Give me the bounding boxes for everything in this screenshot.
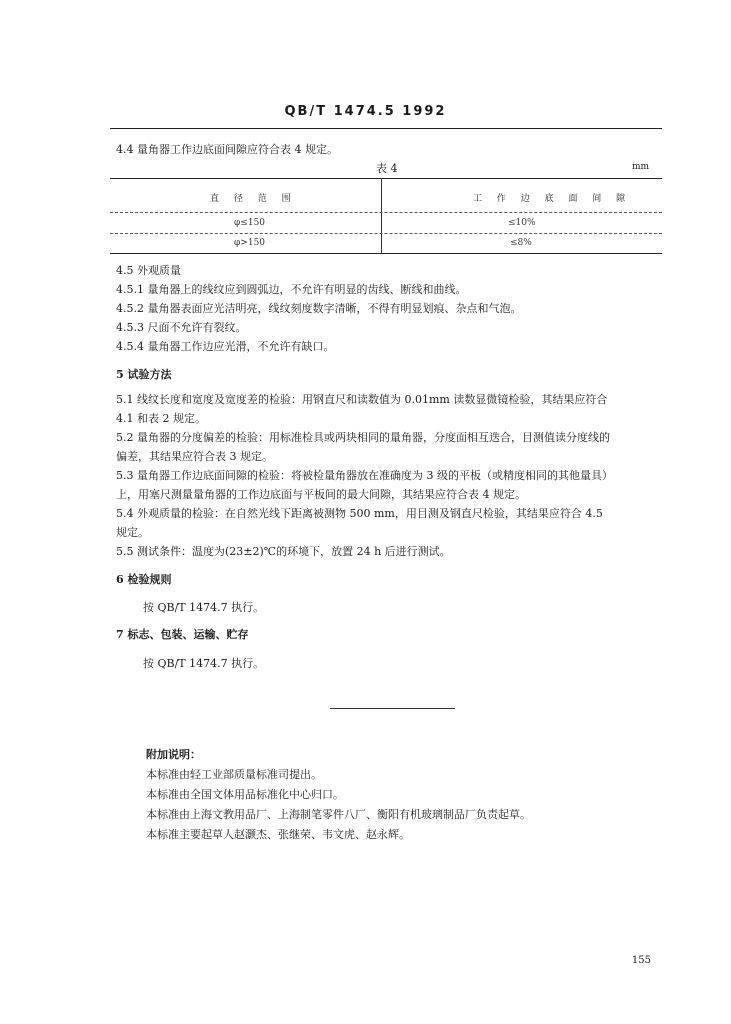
clause-4-5-4: 4.5.4 量角器工作边应光滑，不允许有缺口。: [116, 340, 335, 353]
notes-title: 附加说明：: [146, 748, 201, 761]
clause-5-4: 5.4 外观质量的检验：在自然光线下距离被测物 500 mm，用目测及钢直尺检验，其结果应符合 4.5: [116, 507, 603, 520]
clause-5-4-cont: 规定。: [116, 526, 149, 539]
table-unit: mm: [632, 162, 650, 172]
table-header-gap: 工 作 边 底 面 间 隙: [473, 194, 632, 204]
table-header-diameter: 直 径 范 围: [210, 194, 297, 204]
table-cell-diameter-2: φ>150: [234, 238, 266, 248]
table-caption: 表 4: [376, 162, 398, 175]
clause-5-2: 5.2 量角器的分度偏差的检验：用标准检具或两块相同的量角器，分度面相互迭合，目测值读分度线的: [116, 431, 610, 444]
clause-5-3-cont: 上，用塞尺测量量角器的工作边底面与平板间的最大间隙，其结果应符合表 4 规定。: [116, 488, 526, 501]
clause-4-5: 4.5 外观质量: [116, 264, 181, 277]
end-of-standard-line: [330, 708, 455, 709]
clause-4-4: 4.4 量角器工作边底面间隙应符合表 4 规定。: [116, 143, 338, 156]
table-cell-diameter-1: φ≤150: [234, 218, 266, 228]
clause-4-5-2: 4.5.2 量角器表面应光洁明亮，线纹刻度数字清晰，不得有明显划痕、杂点和气泡。: [116, 302, 522, 315]
clause-4-5-3: 4.5.3 尺面不允许有裂纹。: [116, 321, 247, 334]
header-rule: [110, 128, 662, 129]
document-header-id: QB/T 1474.5 1992: [284, 104, 447, 119]
clause-5-1-cont: 4.1 和表 2 规定。: [116, 412, 206, 425]
section-7-text: 按 QB/T 1474.7 执行。: [143, 657, 265, 670]
section-7-heading: 7 标志、包装、运输、贮存: [116, 628, 249, 641]
table-header-rule: [110, 212, 662, 213]
table-4: [110, 178, 662, 254]
section-6-text: 按 QB/T 1474.7 执行。: [143, 601, 265, 614]
clause-5-2-cont: 偏差，其结果应符合表 3 规定。: [116, 450, 273, 463]
table-cell-gap-2: ≤8%: [510, 238, 532, 248]
section-5-heading: 5 试验方法: [116, 368, 172, 381]
notes-line-2: 本标准由全国文体用品标准化中心归口。: [146, 788, 344, 801]
clause-4-5-1: 4.5.1 量角器上的线纹应到圆弧边，不允许有明显的齿线、断线和曲线。: [116, 283, 467, 296]
table-bottom-rule: [110, 253, 662, 254]
page-number: 155: [631, 955, 651, 966]
section-6-heading: 6 检验规则: [116, 573, 172, 586]
table-column-divider: [381, 178, 382, 254]
clause-5-3: 5.3 量角器工作边底面间隙的检验：将被检量角器放在准确度为 3 级的平板（或精度相同的其他量具）: [116, 469, 613, 482]
clause-5-5: 5.5 测试条件：温度为(23±2)℃的环境下，放置 24 h 后进行测试。: [116, 545, 451, 558]
notes-line-4: 本标准主要起草人赵灏杰、张继荣、韦文虎、赵永辉。: [146, 828, 410, 841]
table-row-rule: [110, 233, 662, 234]
clause-5-1: 5.1 线纹长度和宽度及宽度差的检验：用钢直尺和读数值为 0.01mm 读数显微镜检验，其结果应符合: [116, 393, 608, 406]
notes-line-3: 本标准由上海文教用品厂、上海制笔零件八厂、衡阳有机玻璃制品厂负责起草。: [146, 808, 531, 821]
table-top-rule: [110, 178, 662, 179]
notes-line-1: 本标准由轻工业部质量标准司提出。: [146, 768, 322, 781]
table-cell-gap-1: ≤10%: [508, 218, 536, 228]
